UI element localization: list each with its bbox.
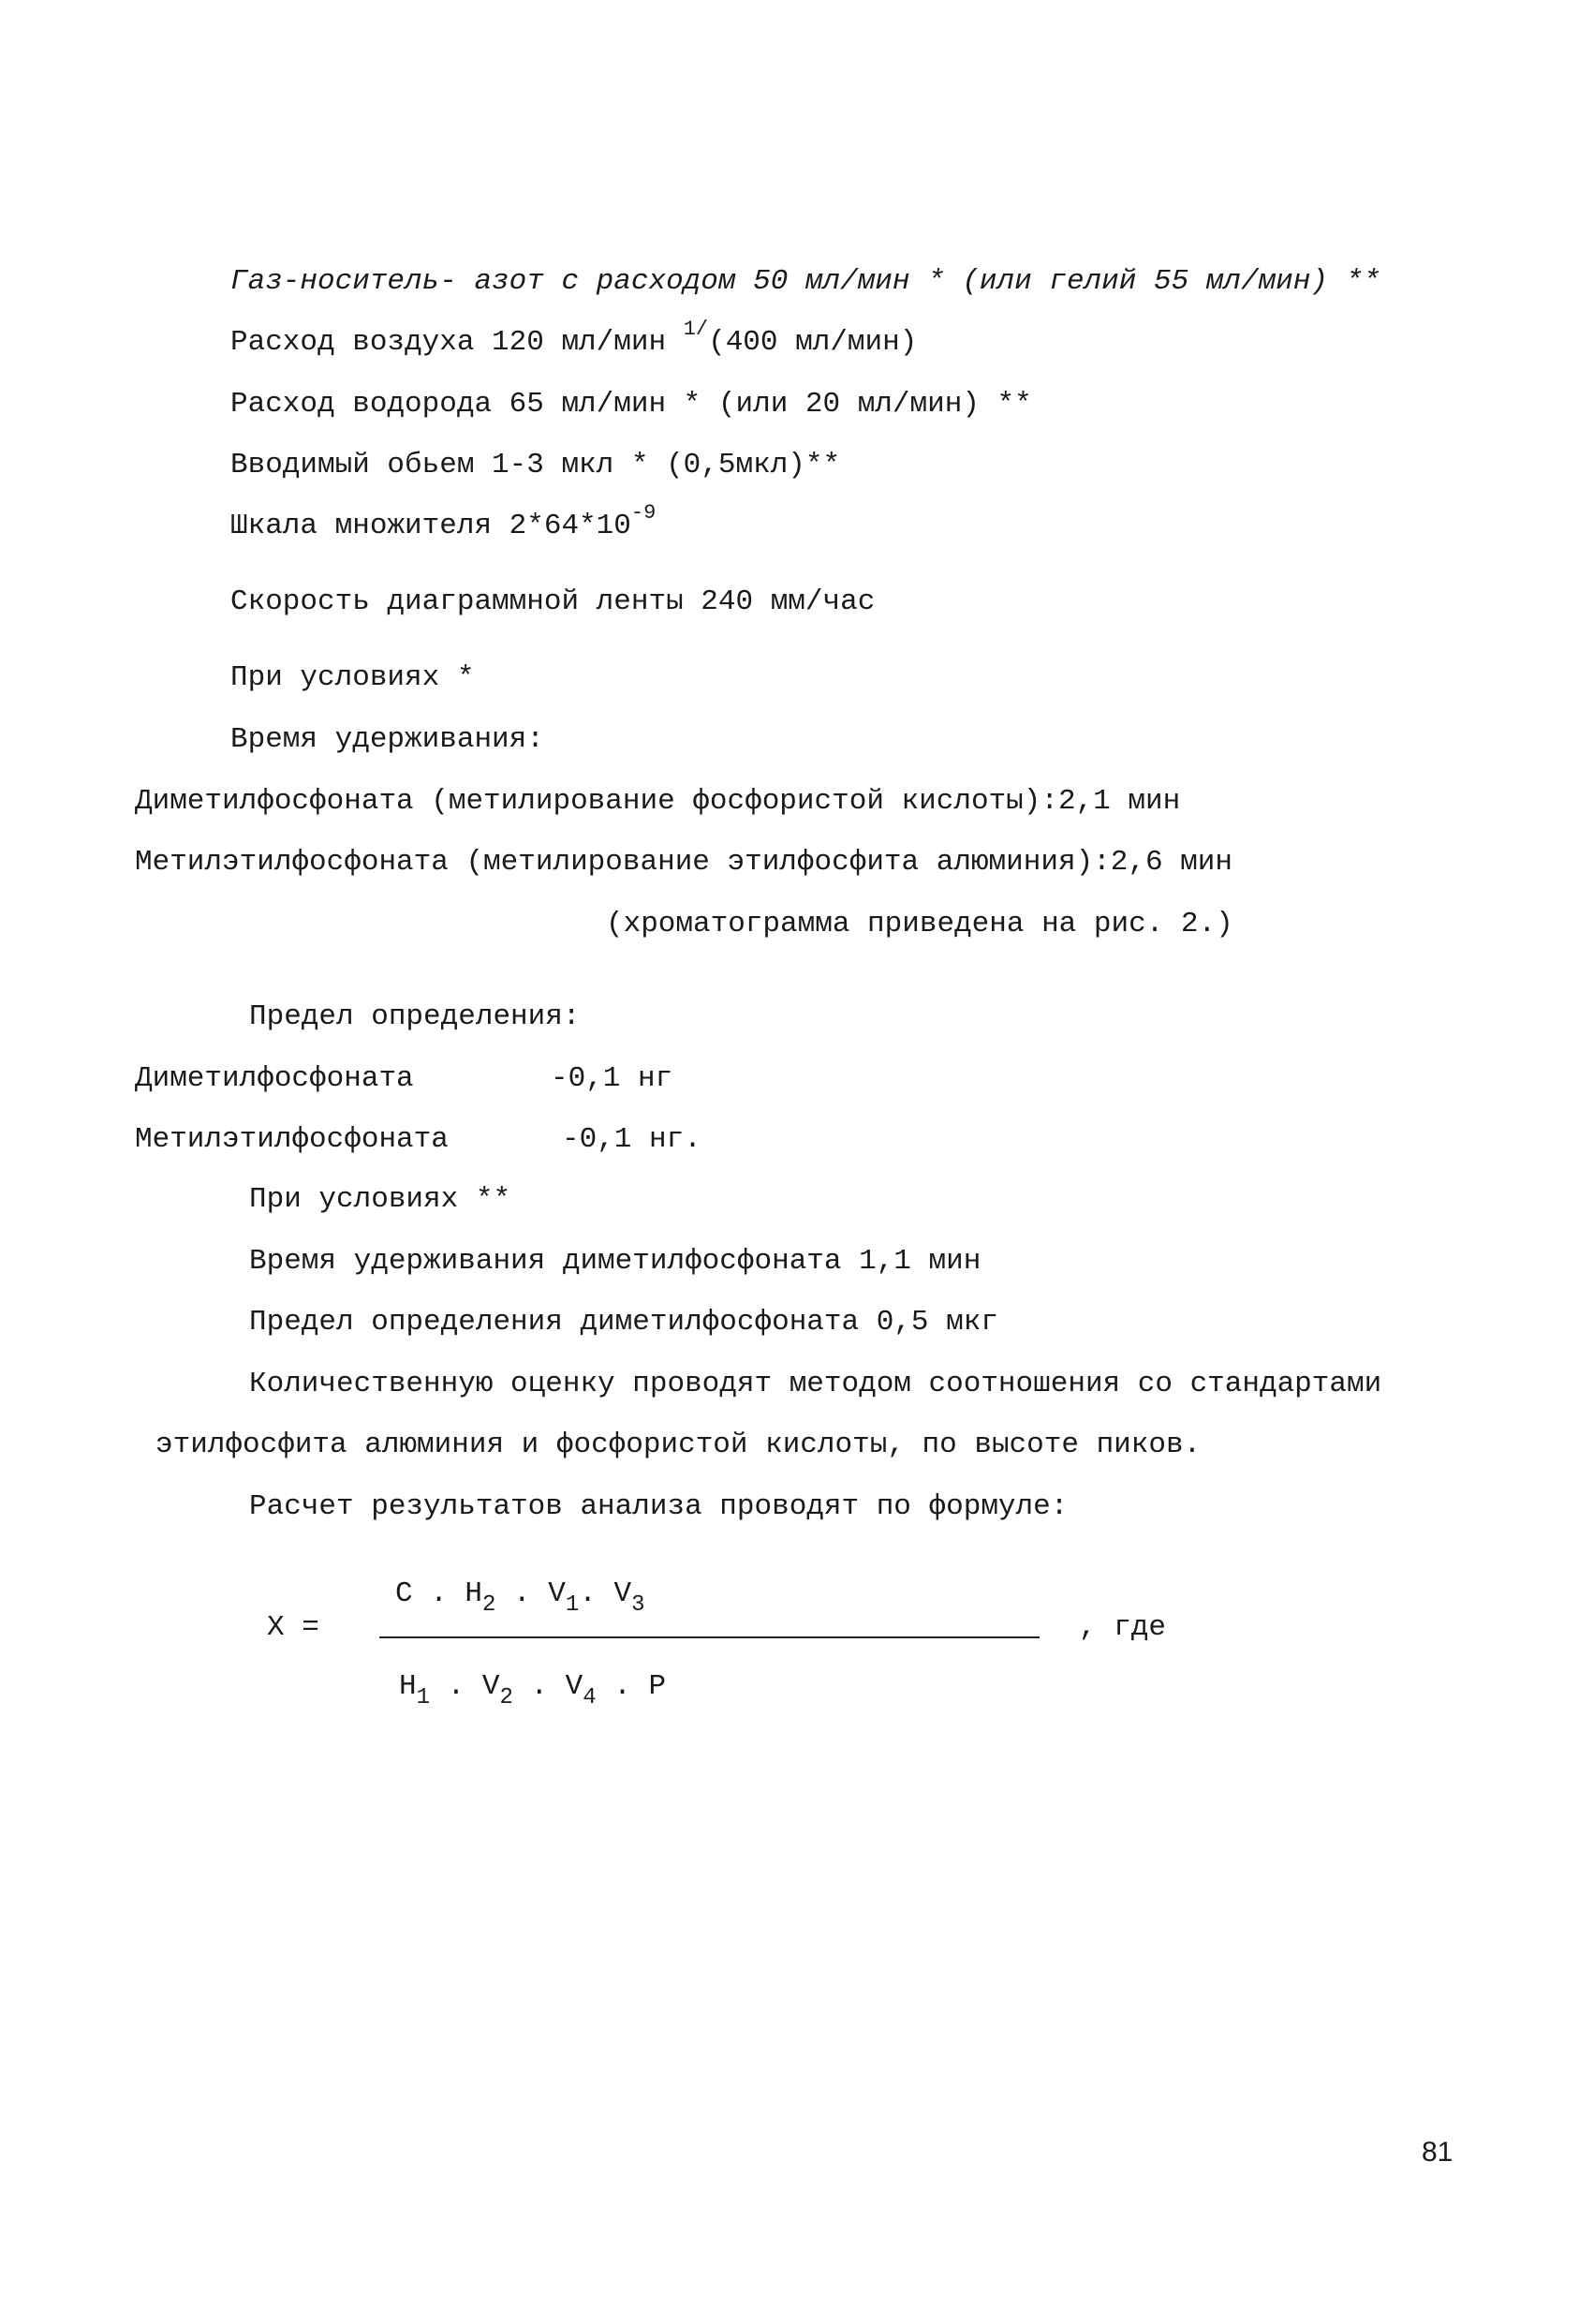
page-number: 81 [1422, 2137, 1454, 2168]
injection-volume-line: Вводимый обьем 1-3 мкл * (0,5мкл)** [230, 449, 841, 481]
conditions-1-heading: При условиях * [230, 661, 475, 694]
carrier-gas-line: Газ-носитель- азот с расходом 50 мл/мин * (или гелий 55 мл/мин) ** [230, 265, 1380, 298]
air-flow-footnote: 1/ [683, 318, 709, 341]
air-flow-line [230, 318, 918, 359]
formula-numerator [395, 1577, 645, 1618]
denominator-h-subscript: 1 [416, 1685, 431, 1710]
formula-denominator [399, 1670, 667, 1710]
air-flow-text: Расход воздуха 120 мл/мин [230, 326, 667, 359]
retention-dimethylphosphonate: Диметилфосфоната (метилирование фосфористой кислоты):2,1 мин [135, 785, 1181, 818]
retention-methylethylphosphonate: Метилэтилфосфоната (метилирование этилфосфита алюминия):2,6 мин [135, 846, 1232, 879]
numerator-v3-subscript: 3 [631, 1592, 645, 1618]
denominator-v4: . V [530, 1670, 583, 1703]
retention-time-title: Время удерживания: [230, 723, 544, 756]
conditions-2-heading: При условиях ** [249, 1183, 511, 1216]
denominator-v2-subscript: 2 [499, 1685, 513, 1710]
denominator-v4-subscript: 4 [583, 1685, 597, 1710]
conditions-2-retention: Время удерживания диметилфосфоната 1,1 мин [249, 1245, 981, 1278]
multiplier-scale-text: Шкала множителя 2*64*10 [230, 510, 631, 542]
detection-row-1-value: -0,1 нг [551, 1062, 673, 1095]
chart-speed-line: Скорость диаграммной ленты 240 мм/час [230, 585, 876, 618]
detection-limit-title: Предел определения: [249, 1000, 581, 1033]
numerator-v3: . V [579, 1577, 632, 1610]
numerator-c-h: C . H [395, 1577, 483, 1610]
method-paragraph-line-1: Количественную оценку проводят методом соотношения со стандартами [249, 1368, 1382, 1400]
formula-suffix: , где [1079, 1611, 1167, 1644]
hydrogen-flow-line: Расход водорода 65 мл/мин * (или 20 мл/мин) ** [230, 388, 1032, 421]
multiplier-scale-exponent: -9 [630, 501, 657, 525]
multiplier-scale-line [230, 501, 657, 542]
formula-intro: Расчет результатов анализа проводят по формуле: [249, 1490, 1069, 1523]
detection-row-2-name: Метилэтилфосфоната [135, 1123, 449, 1156]
denominator-h: H [399, 1670, 417, 1703]
detection-row-2-value: -0,1 нг. [562, 1123, 701, 1156]
detection-row-1-name: Диметилфосфоната [135, 1062, 414, 1095]
conditions-2-limit: Предел определения диметилфосфоната 0,5 мкг [249, 1306, 998, 1339]
numerator-v1: . V [513, 1577, 566, 1610]
air-flow-alt: (400 мл/мин) [708, 326, 918, 359]
denominator-p: . P [613, 1670, 667, 1703]
figure-note: (хроматограмма приведена на рис. 2.) [606, 908, 1233, 940]
method-paragraph-line-2: этилфосфита алюминия и фосфористой кислоты, по высоте пиков. [155, 1428, 1202, 1461]
numerator-v1-subscript: 1 [565, 1592, 580, 1618]
denominator-v2: . V [447, 1670, 500, 1703]
fraction-bar [379, 1636, 1040, 1638]
numerator-h-subscript: 2 [482, 1592, 496, 1618]
formula-lhs: X = [267, 1611, 319, 1644]
